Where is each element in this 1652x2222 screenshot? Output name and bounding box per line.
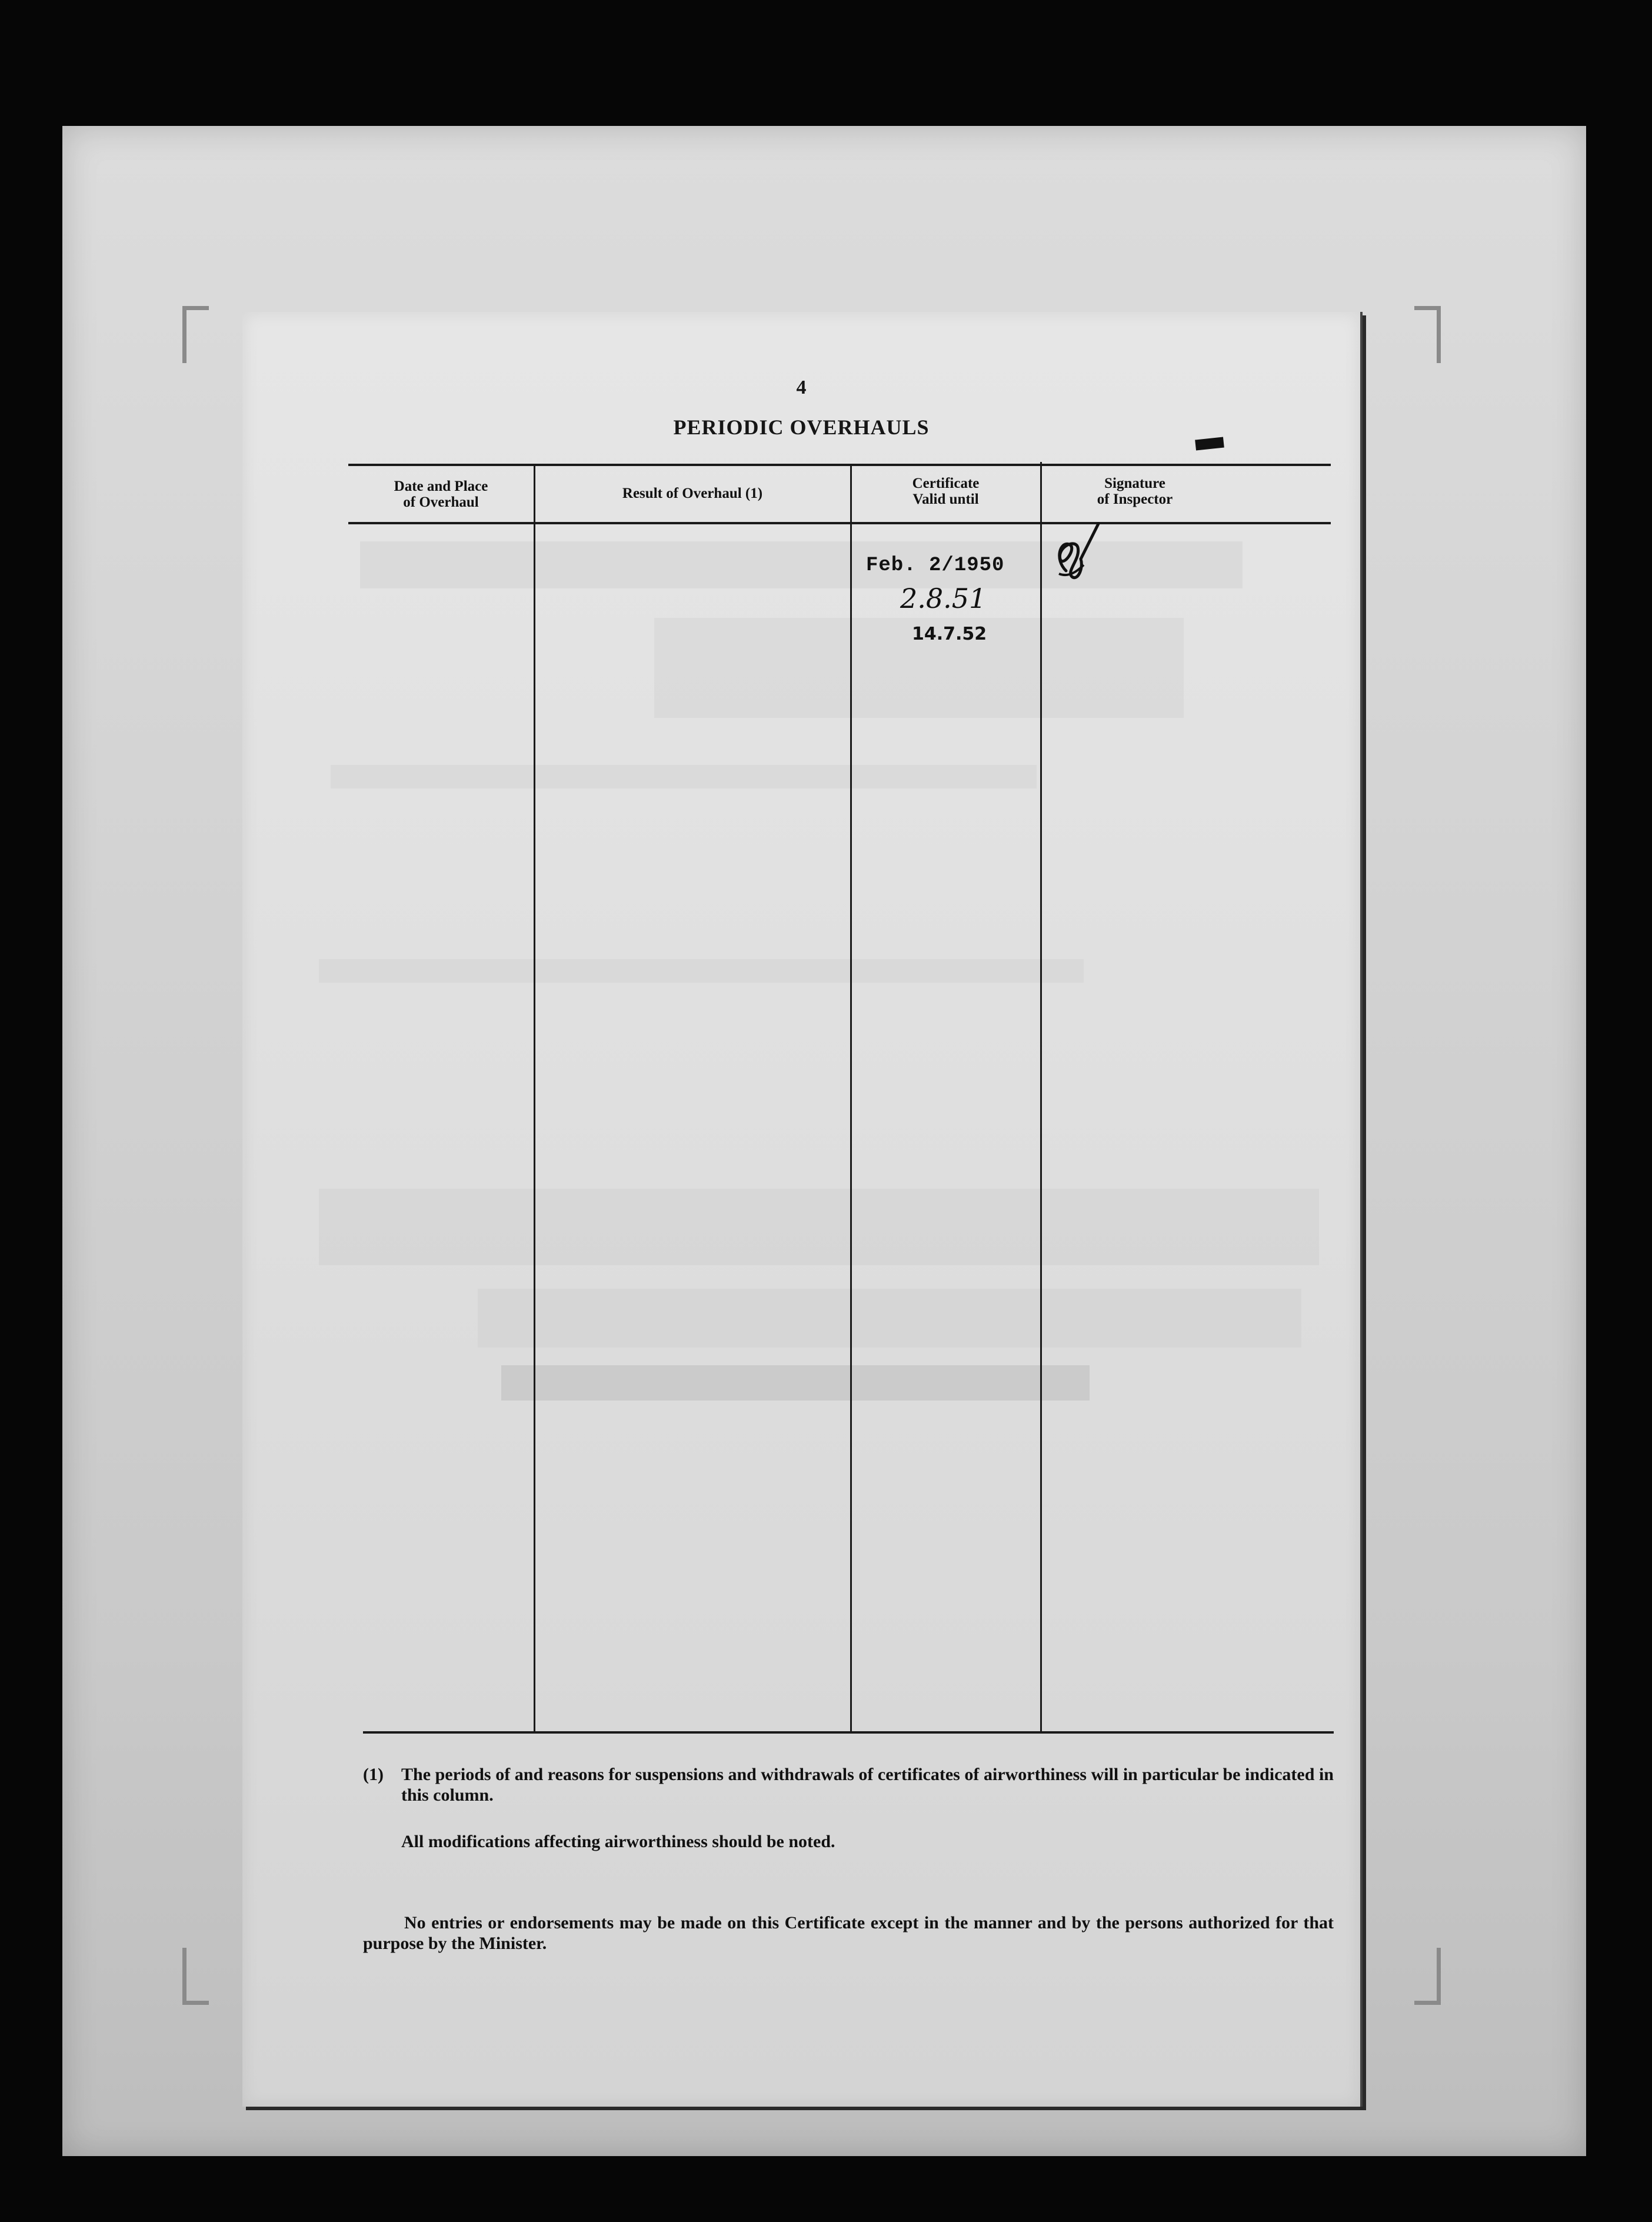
crop-mark-bottom-right [1414, 1948, 1441, 2005]
bleed-through-text [319, 959, 1084, 983]
bleed-through-text [331, 765, 1037, 789]
authorization-notice: No entries or endorsements may be made on this Certificate except in the manner and by the persons authorized for that purpose by the Minister. [363, 1913, 1334, 1953]
column-divider-1 [534, 465, 535, 1733]
column-divider-2 [850, 465, 852, 1733]
table-top-rule [348, 464, 1331, 466]
table-bottom-rule [363, 1731, 1334, 1734]
valid-until-entry-3: 14.7.52 [912, 624, 987, 644]
ink-mark [1195, 437, 1224, 451]
valid-until-entry-2: 2.8.51 [900, 583, 987, 614]
certificate-page [242, 312, 1363, 2107]
page-number: 4 [796, 377, 807, 398]
header-date-place: Date and Place of Overhaul [394, 478, 488, 510]
bleed-through-text [319, 1189, 1319, 1265]
inspector-signature [1043, 512, 1113, 594]
column-divider-3 [1040, 462, 1042, 1733]
header-certificate-valid: Certificate Valid until [912, 475, 980, 507]
footnote-1: The periods of and reasons for suspensions and withdrawals of certificates of airworthiness will in particular be indicated in this column. [401, 1765, 1334, 1805]
valid-until-entry-1: Feb. 2/1950 [866, 554, 1005, 577]
bleed-through-text [478, 1289, 1301, 1348]
bleed-through-text [501, 1365, 1090, 1401]
footnote-marker: (1) [363, 1765, 384, 1784]
header-signature: Signature of Inspector [1097, 475, 1173, 507]
crop-mark-bottom-left [182, 1948, 209, 2005]
footnote-2: All modifications affecting airworthiness should be noted. [401, 1832, 835, 1851]
crop-mark-top-right [1414, 306, 1441, 363]
crop-mark-top-left [182, 306, 209, 363]
header-result: Result of Overhaul (1) [622, 485, 763, 501]
table-header-rule [348, 522, 1331, 524]
page-title: PERIODIC OVERHAULS [673, 415, 930, 439]
